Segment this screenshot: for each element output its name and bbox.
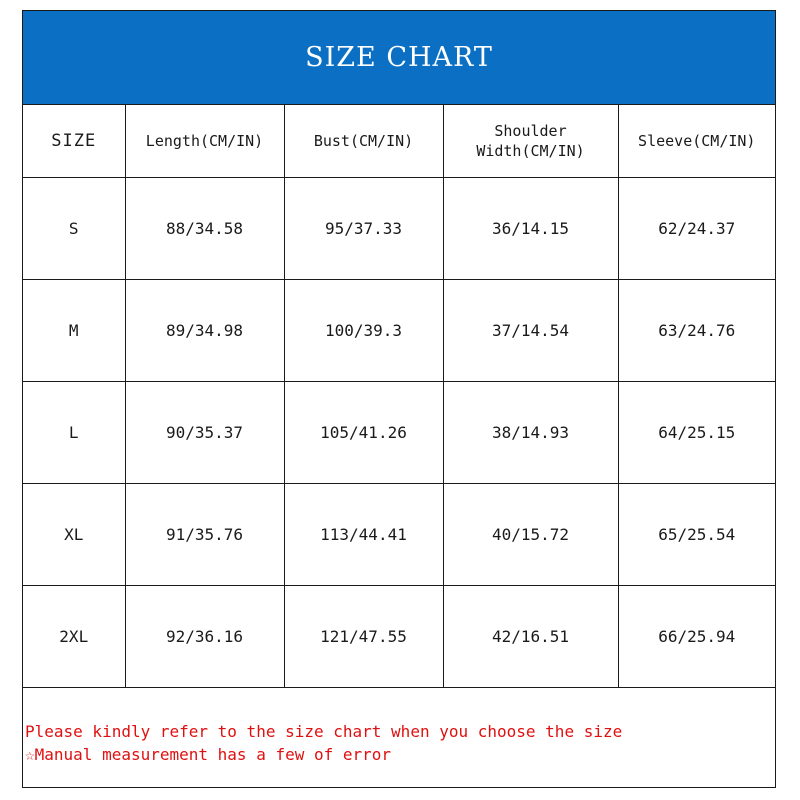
table-row	[23, 586, 775, 688]
table-row	[23, 280, 775, 382]
size-cell: 2XL	[23, 586, 125, 688]
header-length: Length(CM/IN)	[125, 105, 284, 178]
bust-cell: 95/37.33	[284, 178, 443, 280]
sleeve-cell: 63/24.76	[618, 280, 775, 382]
shoulder-cell: 40/15.72	[443, 484, 618, 586]
length-cell: 88/34.58	[125, 178, 284, 280]
table-row	[23, 382, 775, 484]
header-bust: Bust(CM/IN)	[284, 105, 443, 178]
bust-cell: 121/47.55	[284, 586, 443, 688]
chart-title: SIZE CHART	[305, 42, 493, 73]
length-cell: 89/34.98	[125, 280, 284, 382]
length-cell: 90/35.37	[125, 382, 284, 484]
table-row	[23, 178, 775, 280]
sleeve-cell: 66/25.94	[618, 586, 775, 688]
size-cell: S	[23, 178, 125, 280]
shoulder-cell: 37/14.54	[443, 280, 618, 382]
bust-cell: 113/44.41	[284, 484, 443, 586]
sleeve-cell: 65/25.54	[618, 484, 775, 586]
size-cell: M	[23, 280, 125, 382]
header-size: SIZE	[23, 105, 125, 178]
header-shoulder-width: Shoulder Width(CM/IN)	[443, 105, 618, 178]
header-row	[23, 105, 775, 178]
length-cell: 91/35.76	[125, 484, 284, 586]
title-banner	[23, 11, 775, 105]
shoulder-cell: 38/14.93	[443, 382, 618, 484]
size-cell: XL	[23, 484, 125, 586]
note-size-advice: Please kindly refer to the size chart when you choose the size	[25, 722, 623, 741]
size-cell: L	[23, 382, 125, 484]
header-sleeve: Sleeve(CM/IN)	[618, 105, 775, 178]
sleeve-cell: 64/25.15	[618, 382, 775, 484]
bust-cell: 100/39.3	[284, 280, 443, 382]
length-cell: 92/36.16	[125, 586, 284, 688]
shoulder-cell: 42/16.51	[443, 586, 618, 688]
notes	[25, 720, 765, 766]
sleeve-cell: 62/24.37	[618, 178, 775, 280]
size-table	[23, 105, 775, 688]
shoulder-cell: 36/14.15	[443, 178, 618, 280]
table-row	[23, 484, 775, 586]
size-chart-frame	[22, 10, 776, 788]
bust-cell: 105/41.26	[284, 382, 443, 484]
note-measurement-error: ☆Manual measurement has a few of error	[25, 745, 392, 764]
